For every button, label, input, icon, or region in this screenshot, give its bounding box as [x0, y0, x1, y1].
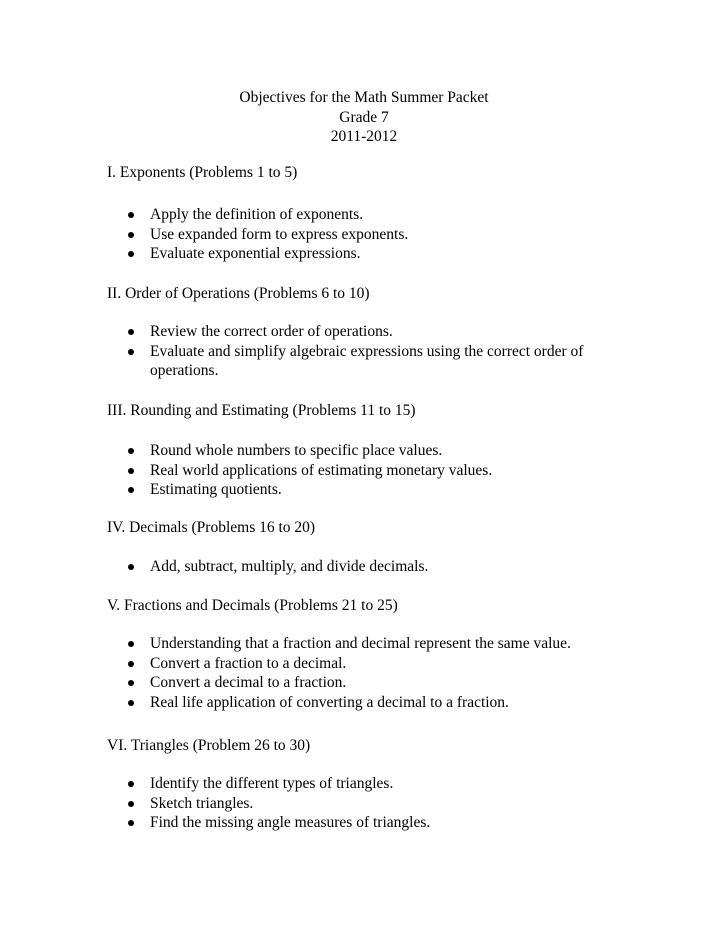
- list-item-text: Use expanded form to express exponents.: [150, 225, 409, 243]
- document-title: Objectives for the Math Summer Packet: [239, 89, 489, 106]
- list-item: [107, 557, 650, 577]
- bullet-icon: [128, 680, 134, 686]
- bullet-icon: [128, 661, 134, 667]
- grade-label: Grade 7: [339, 108, 389, 126]
- bullet-icon: [128, 564, 134, 570]
- bullet-list: [107, 774, 650, 833]
- bullet-icon: [128, 468, 134, 474]
- list-item-text: Apply the definition of exponents.: [150, 206, 364, 223]
- list-item: [107, 693, 650, 713]
- bullet-icon: [128, 329, 134, 335]
- list-item-text: Evaluate exponential expressions.: [150, 245, 361, 262]
- list-item-text: Understanding that a fraction and decimal represent the same value.: [150, 635, 571, 652]
- bullet-icon: [128, 232, 134, 238]
- list-item-text: Real world applications of estimating monetary values.: [150, 461, 493, 479]
- section-heading: V. Fractions and Decimals (Problems 21 to 25): [107, 597, 398, 614]
- list-item: [107, 673, 650, 693]
- bullet-icon: [128, 448, 134, 454]
- list-item-text: Review the correct order of operations.: [150, 323, 393, 340]
- list-item-text: Convert a fraction to a decimal.: [150, 654, 347, 672]
- list-item: [107, 794, 650, 814]
- bullet-icon: [128, 251, 134, 257]
- list-item-text: Sketch triangles.: [150, 794, 254, 812]
- list-item: [107, 813, 650, 833]
- list-item-text: Round whole numbers to specific place values.: [150, 442, 443, 459]
- bullet-icon: [128, 700, 134, 706]
- list-item: [107, 461, 650, 481]
- list-item: [107, 441, 650, 461]
- bullet-icon: [128, 487, 134, 493]
- school-year: 2011-2012: [330, 128, 398, 145]
- list-item: [107, 342, 630, 381]
- section-heading: IV. Decimals (Problems 16 to 20): [107, 519, 316, 536]
- list-item-text: Identify the different types of triangles.: [150, 775, 394, 792]
- list-item: [107, 322, 650, 342]
- list-item-text: Find the missing angle measures of triangles.: [150, 814, 431, 831]
- section-heading: VI. Triangles (Problem 26 to 30): [107, 737, 311, 754]
- bullet-icon: [128, 212, 134, 218]
- list-item: [107, 205, 650, 225]
- list-item-text: Real life application of converting a decimal to a fraction.: [150, 693, 509, 711]
- list-item-text: Convert a decimal to a fraction.: [150, 674, 347, 691]
- bullet-icon: [128, 801, 134, 807]
- document-header: [0, 88, 728, 147]
- bullet-list: [107, 634, 650, 712]
- list-item: [107, 480, 650, 500]
- list-item-text: Evaluate and simplify algebraic expressions using the correct order of operations.: [150, 342, 584, 379]
- list-item: [107, 654, 650, 674]
- list-item: [107, 244, 650, 264]
- bullet-icon: [128, 781, 134, 787]
- bullet-icon: [128, 349, 134, 355]
- bullet-list: [107, 205, 650, 264]
- bullet-icon: [128, 820, 134, 826]
- bullet-list: [107, 441, 650, 500]
- section-heading: III. Rounding and Estimating (Problems 11 to 15): [107, 402, 416, 419]
- list-item: [107, 774, 650, 794]
- section-heading: II. Order of Operations (Problems 6 to 10): [107, 285, 370, 302]
- section-heading: I. Exponents (Problems 1 to 5): [107, 164, 298, 181]
- bullet-list: [107, 557, 650, 577]
- list-item: [107, 225, 650, 245]
- list-item: [107, 634, 650, 654]
- bullet-icon: [128, 641, 134, 647]
- bullet-list: [107, 322, 650, 381]
- list-item-text: Add, subtract, multiply, and divide decimals.: [150, 558, 429, 575]
- list-item-text: Estimating quotients.: [150, 481, 282, 498]
